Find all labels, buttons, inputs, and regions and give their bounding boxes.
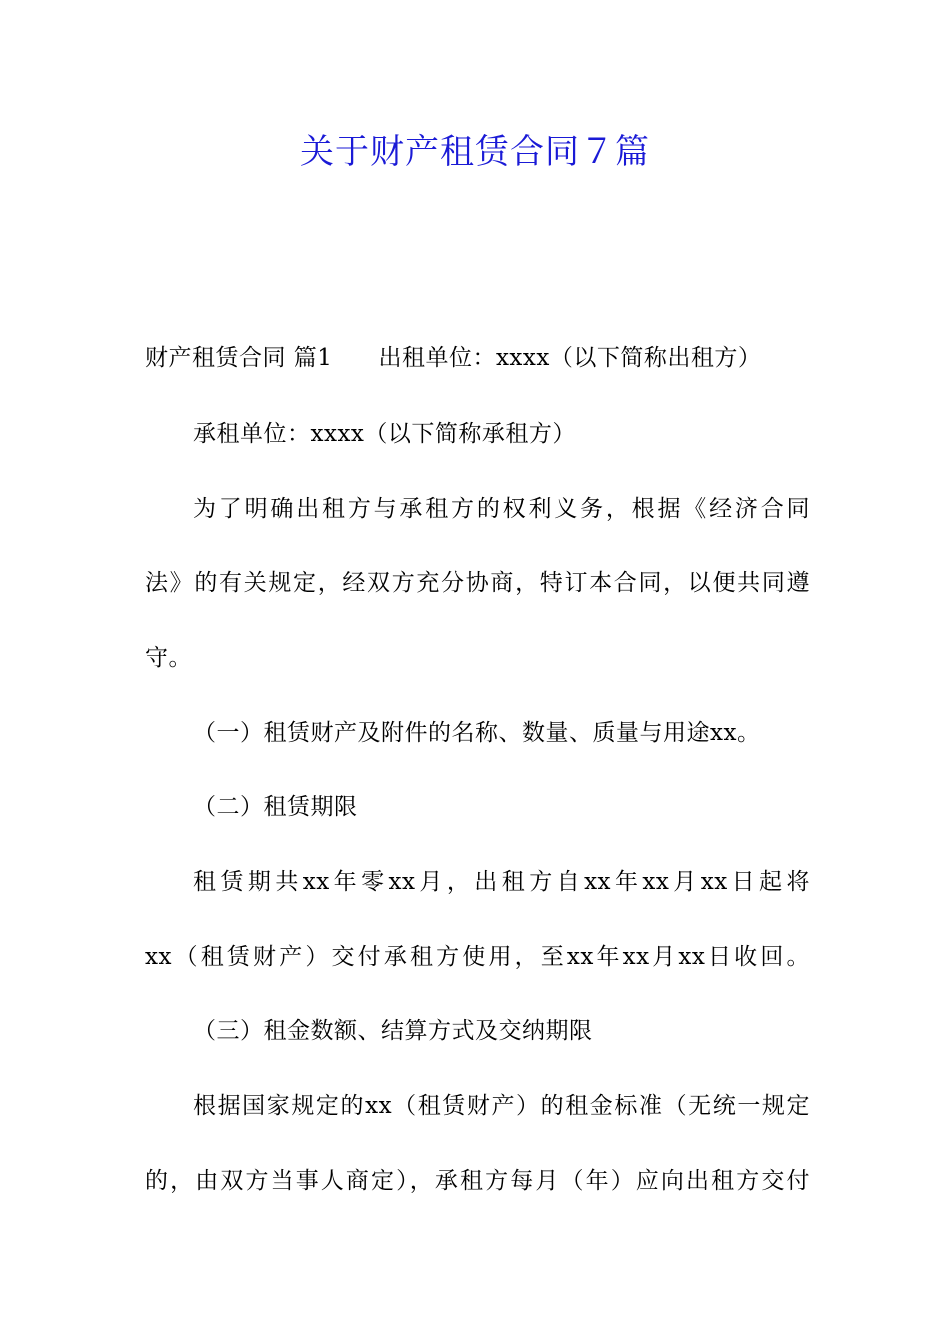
paragraph-line-2: 承租单位：xxxx（以下简称承租方）	[193, 421, 576, 447]
lessor-line: 出租单位：xxxx（以下简称出租方）	[378, 345, 762, 371]
document-title: 关于财产租赁合同７篇	[300, 132, 650, 172]
paragraph-line-7: （二）租赁期限	[193, 794, 358, 820]
paragraph-line-12: 的，由双方当事人商定），承租方每月（年）应向出租方交付	[145, 1168, 810, 1194]
paragraph-line-4: 法》的有关规定，经双方充分协商，特订本合同，以便共同遵	[145, 570, 810, 596]
paragraph-line-11: 根据国家规定的xx（租赁财产）的租金标准（无统一规定	[193, 1093, 810, 1119]
paragraph-line-10: （三）租金数额、结算方式及交纳期限	[193, 1018, 593, 1044]
section-heading: 财产租赁合同 篇1	[145, 345, 333, 371]
paragraph-line-5: 守。	[145, 645, 192, 671]
paragraph-line-1	[145, 340, 810, 376]
paragraph-line-9: xx（租赁财产）交付承租方使用，至xx年xx月xx日收回。	[145, 944, 810, 970]
paragraph-line-8: 租赁期共xx年零xx月，出租方自xx年xx月xx日起将	[193, 869, 810, 895]
paragraph-line-3: 为了明确出租方与承租方的权利义务，根据《经济合同	[193, 496, 810, 522]
paragraph-line-6: （一）租赁财产及附件的名称、数量、质量与用途xx。	[193, 720, 761, 746]
